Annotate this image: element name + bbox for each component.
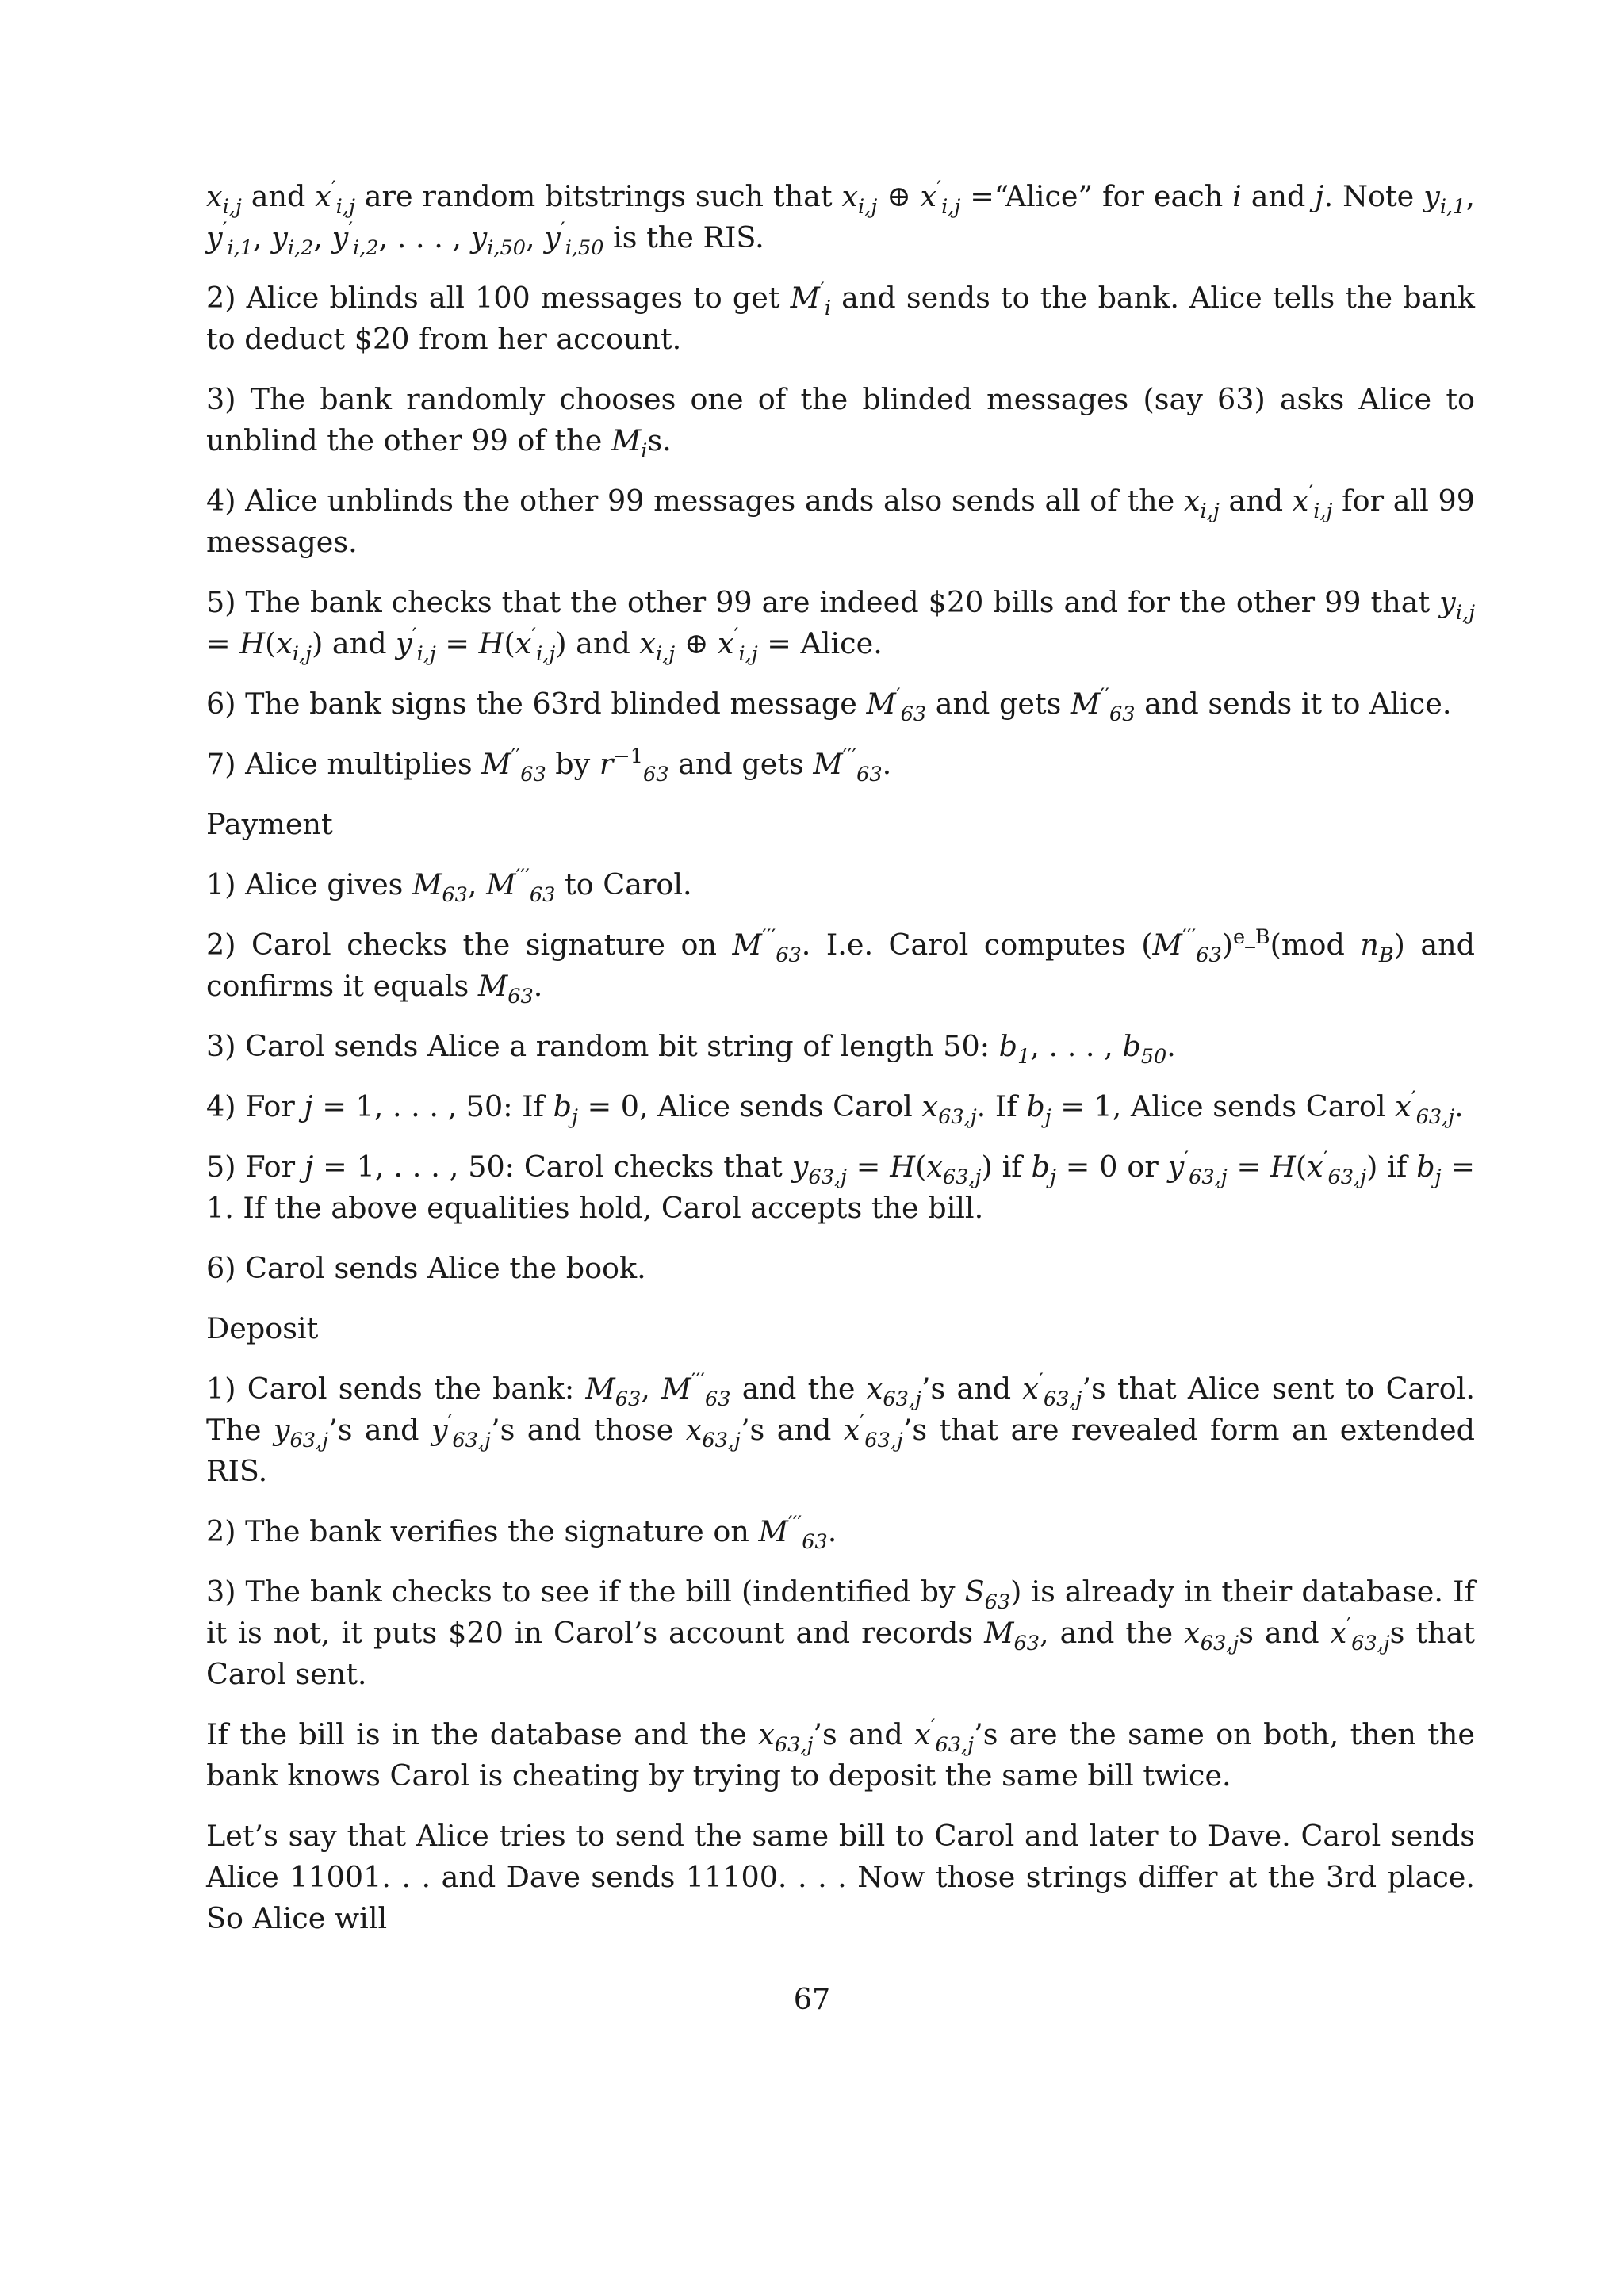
- paragraph: [206, 1571, 1475, 1695]
- text-run: ’s and those: [490, 1413, 686, 1447]
- text-run: ,: [526, 220, 545, 254]
- math-subscript: 63,j: [1200, 1631, 1239, 1655]
- text-run: ’s and: [921, 1372, 1023, 1406]
- text-run: . I.e. Carol computes (: [801, 928, 1153, 962]
- text-run: .: [882, 747, 892, 781]
- math-superscript: ′: [348, 217, 354, 242]
- text-run: =: [206, 626, 240, 660]
- text-run: 6) Carol sends Alice the book.: [206, 1251, 646, 1285]
- math-subscript: 63: [802, 1529, 828, 1554]
- math-subscript: j: [1050, 1165, 1056, 1189]
- math-superscript: ′′: [511, 744, 521, 768]
- math-subscript: j: [1434, 1165, 1442, 1189]
- math-symbol: y: [431, 1413, 448, 1447]
- math-subscript: 63,j: [452, 1428, 491, 1452]
- math-subscript: i,j: [536, 641, 556, 666]
- math-subscript: i,j: [416, 641, 436, 666]
- math-symbol: i: [1232, 179, 1242, 213]
- text-run: =: [846, 1150, 891, 1184]
- math-symbol: x: [866, 1372, 883, 1406]
- math-symbol: M: [412, 867, 442, 901]
- text-run: ’s and: [740, 1413, 844, 1447]
- paragraph: [206, 924, 1475, 1007]
- math-symbol: M: [481, 747, 511, 781]
- math-subscript: 63: [442, 882, 468, 907]
- math-symbol: x: [1395, 1089, 1411, 1123]
- math-symbol: y: [331, 220, 349, 254]
- text-run: = 0 or: [1055, 1150, 1168, 1184]
- math-subscript: i,j: [858, 194, 878, 219]
- text-run: 1) Carol sends the bank:: [206, 1372, 586, 1406]
- math-symbol: x: [718, 626, 734, 660]
- math-superscript: ′′′: [691, 1368, 705, 1393]
- section-heading: Deposit: [206, 1311, 319, 1345]
- math-superscript: ′: [860, 1410, 865, 1434]
- paragraph: [206, 1714, 1475, 1797]
- math-symbol: y: [791, 1150, 809, 1184]
- math-symbol: H: [478, 626, 504, 660]
- text-run: (: [265, 626, 277, 660]
- math-subscript: 63: [1013, 1631, 1040, 1655]
- math-subscript: 63: [984, 1590, 1011, 1614]
- math-subscript: j: [572, 1104, 578, 1129]
- math-subscript: 63,j: [1189, 1165, 1228, 1189]
- math-superscript: ′: [1039, 1368, 1044, 1393]
- math-subscript: i,1: [1439, 194, 1466, 219]
- text-run: .: [533, 969, 543, 1003]
- math-superscript: ′′′: [515, 864, 530, 889]
- math-subscript: i,j: [335, 194, 355, 219]
- text-run: 4) For: [206, 1089, 304, 1123]
- text-run: (: [915, 1150, 927, 1184]
- math-subscript: 63: [900, 702, 927, 726]
- math-symbol: x: [926, 1150, 943, 1184]
- math-subscript: 63: [1109, 702, 1136, 726]
- math-superscript: ′: [412, 623, 417, 648]
- math-symbol: b: [998, 1029, 1018, 1063]
- text-run: Let’s say that Alice tries to send the same bill to Carol and later to Dave. Carol sends Alice 11001. . . and Dave sends 11100. . . . Now those strings differ at the 3rd place. So Alice will: [206, 1819, 1475, 1935]
- text-run: and gets: [926, 687, 1071, 721]
- text-run: = 1, . . . , 50: If: [312, 1089, 553, 1123]
- text-run: ,: [467, 867, 487, 901]
- text-run: =“Alice” for each: [960, 179, 1233, 213]
- paragraph: [206, 277, 1475, 360]
- math-symbol: x: [639, 626, 657, 660]
- math-subscript: 63: [1196, 943, 1222, 967]
- text-run: ,: [313, 220, 332, 254]
- text-run: ’s and: [328, 1413, 431, 1447]
- text-run: , . . . ,: [378, 220, 471, 254]
- paragraph: [206, 1146, 1475, 1229]
- text-run: .: [1454, 1089, 1464, 1123]
- math-symbol: j: [304, 1150, 314, 1184]
- paragraph: [206, 864, 1475, 905]
- page-number: 67: [793, 1982, 831, 2016]
- math-subscript: i: [641, 438, 648, 463]
- text-run: ’s and: [813, 1717, 915, 1751]
- math-symbol: M: [790, 281, 821, 315]
- math-subscript: i,50: [565, 235, 604, 260]
- math-subscript: 63,j: [883, 1387, 921, 1411]
- math-subscript: 63: [508, 984, 534, 1008]
- text-run: and: [241, 179, 316, 213]
- math-symbol: M: [661, 1372, 691, 1406]
- math-superscript: ′′′: [1182, 924, 1197, 949]
- text-run: . If: [976, 1089, 1027, 1123]
- paragraph: [206, 1816, 1475, 1939]
- text-run: ) and: [312, 626, 396, 660]
- text-run: for all 99 messages.: [206, 484, 1475, 559]
- math-symbol: M: [758, 1514, 788, 1548]
- math-subscript: i,2: [353, 235, 379, 260]
- paragraph: [206, 1248, 1475, 1289]
- text-run: , . . . ,: [1030, 1029, 1123, 1063]
- text-run: 2) The bank verifies the signature on: [206, 1514, 759, 1548]
- text-run: = 0, Alice sends Carol: [577, 1089, 922, 1123]
- math-subscript: B: [1378, 943, 1394, 967]
- math-superscript: ′: [1323, 1146, 1328, 1171]
- math-symbol: y: [396, 626, 412, 660]
- math-symbol: x: [1307, 1150, 1323, 1184]
- math-superscript: ′′′: [761, 924, 776, 949]
- text-run: ) if: [981, 1150, 1032, 1184]
- text-run: ⊕: [877, 179, 921, 213]
- text-run: and gets: [668, 747, 814, 781]
- math-symbol: n: [1360, 928, 1379, 962]
- text-run: ) and confirms it equals: [206, 928, 1475, 1003]
- math-subscript: 63,j: [938, 1104, 977, 1129]
- paragraph: [206, 744, 1475, 785]
- text-run: ) and: [555, 626, 640, 660]
- math-symbol: b: [1026, 1089, 1045, 1123]
- math-symbol: j: [1315, 179, 1324, 213]
- math-symbol: x: [315, 179, 331, 213]
- paragraph: [206, 1026, 1475, 1067]
- paragraph: [206, 582, 1475, 664]
- math-symbol: x: [841, 179, 859, 213]
- math-symbol: x: [1184, 1616, 1201, 1650]
- text-run: 6) The bank signs the 63rd blinded message: [206, 687, 867, 721]
- text-run: to Carol.: [555, 867, 692, 901]
- text-run: and sends to the bank. Alice tells the bank to deduct $20 from her account.: [206, 281, 1475, 356]
- text-run: 1) Alice gives: [206, 867, 413, 901]
- text-run: =: [1227, 1150, 1271, 1184]
- math-superscript: ′: [895, 683, 901, 708]
- math-symbol: b: [1031, 1150, 1051, 1184]
- text-run: ): [1221, 928, 1233, 962]
- math-subscript: 63,j: [1415, 1104, 1455, 1129]
- text-run: = 1, Alice sends Carol: [1051, 1089, 1396, 1123]
- text-run: s that Carol sent.: [206, 1616, 1476, 1691]
- math-symbol: M: [866, 687, 896, 721]
- math-subscript: i,2: [287, 235, 314, 260]
- text-run: and: [1219, 484, 1293, 518]
- math-superscript: ′: [531, 623, 537, 648]
- text-run: = Alice.: [757, 626, 883, 660]
- math-symbol: H: [890, 1150, 916, 1184]
- math-superscript: e_B: [1233, 924, 1270, 949]
- paragraph: [206, 379, 1475, 461]
- text-run: , and the: [1040, 1616, 1185, 1650]
- math-symbol: x: [920, 179, 937, 213]
- text-run: 2) Carol checks the signature on: [206, 928, 733, 962]
- math-symbol: H: [239, 626, 266, 660]
- math-subscript: i,j: [941, 194, 961, 219]
- math-subscript: 63,j: [935, 1732, 975, 1757]
- math-subscript: 63: [776, 943, 802, 967]
- math-superscript: ′: [447, 1410, 453, 1434]
- text-run: ’s that Alice sent to Carol. The: [206, 1372, 1475, 1447]
- math-subscript: 63: [520, 762, 546, 786]
- math-symbol: y: [544, 220, 561, 254]
- text-run: 3) Carol sends Alice a random bit string of length 50:: [206, 1029, 999, 1063]
- text-run: 3) The bank checks to see if the bill (indentified by: [206, 1575, 965, 1609]
- math-symbol: y: [1423, 179, 1440, 213]
- math-subscript: 63: [529, 882, 556, 907]
- text-run: If the bill is in the database and the: [206, 1717, 759, 1751]
- math-symbol: x: [1330, 1616, 1347, 1650]
- math-superscript: ′: [222, 217, 228, 242]
- math-symbol: M: [1071, 687, 1101, 721]
- math-symbol: y: [1439, 585, 1456, 619]
- math-symbol: M: [477, 969, 508, 1003]
- math-symbol: j: [304, 1089, 313, 1123]
- math-subscript: i,j: [1200, 499, 1220, 523]
- text-run: 2) Alice blinds all 100 messages to get: [206, 281, 791, 315]
- math-subscript: 63,j: [289, 1428, 329, 1452]
- math-subscript: 63,j: [1327, 1165, 1367, 1189]
- math-symbol: M: [611, 423, 642, 457]
- math-superscript: ′: [733, 623, 739, 648]
- math-subscript: 50: [1140, 1044, 1167, 1069]
- math-symbol: x: [843, 1413, 860, 1447]
- text-run: ’s that are revealed form an extended RIS.: [206, 1413, 1476, 1488]
- paragraph: [206, 1086, 1475, 1127]
- math-symbol: x: [758, 1717, 775, 1751]
- math-subscript: 63: [704, 1387, 731, 1411]
- math-symbol: x: [914, 1717, 931, 1751]
- math-subscript: 63,j: [1351, 1631, 1390, 1655]
- math-subscript: i,j: [738, 641, 758, 666]
- text-run: .: [1166, 1029, 1176, 1063]
- text-run: and the: [730, 1372, 867, 1406]
- math-symbol: x: [515, 626, 532, 660]
- math-subscript: 63: [856, 762, 883, 786]
- text-run: 5) The bank checks that the other 99 are indeed $20 bills and for the other 99 that: [206, 585, 1440, 619]
- math-superscript: ′: [820, 277, 825, 302]
- text-run: ) if: [1366, 1150, 1417, 1184]
- text-run: ’s are the same on both, then the bank knows Carol is cheating by trying to deposit the same bill twice.: [206, 1717, 1475, 1793]
- math-symbol: y: [273, 1413, 290, 1447]
- math-subscript: 1: [1017, 1044, 1031, 1069]
- math-symbol: x: [1183, 484, 1201, 518]
- math-symbol: M: [984, 1616, 1014, 1650]
- math-subscript: i,j: [292, 641, 312, 666]
- math-symbol: x: [685, 1413, 703, 1447]
- math-symbol: y: [470, 220, 488, 254]
- math-symbol: M: [585, 1372, 615, 1406]
- math-subscript: i,j: [656, 641, 676, 666]
- text-run: and sends it to Alice.: [1135, 687, 1452, 721]
- text-run: 7) Alice multiplies: [206, 747, 482, 781]
- math-symbol: b: [553, 1089, 573, 1123]
- paragraph: [206, 480, 1475, 563]
- text-run: (mod: [1270, 928, 1361, 962]
- math-symbol: M: [1152, 928, 1182, 962]
- math-superscript: ′: [1184, 1146, 1189, 1171]
- text-run: are random bitstrings such that: [354, 179, 842, 213]
- math-subscript: i,50: [487, 235, 527, 260]
- text-run: s and: [1239, 1616, 1331, 1650]
- math-symbol: x: [1292, 484, 1309, 518]
- text-run: (: [1295, 1150, 1308, 1184]
- math-symbol: y: [206, 220, 223, 254]
- math-symbol: b: [1122, 1029, 1141, 1063]
- text-run: and: [1241, 179, 1316, 213]
- section-heading: Payment: [206, 807, 333, 841]
- text-run: ,: [641, 1372, 662, 1406]
- page-body: [206, 176, 1475, 1958]
- text-run: = 1. If the above equalities hold, Carol accepts the bill.: [206, 1150, 1476, 1225]
- text-run: is the RIS.: [603, 220, 764, 254]
- paragraph: [206, 176, 1475, 258]
- math-symbol: x: [1022, 1372, 1040, 1406]
- math-superscript: ′: [1411, 1086, 1416, 1111]
- math-symbol: M: [732, 928, 762, 962]
- text-run: 3) The bank randomly chooses one of the blinded messages (say 63) asks Alice to unblind the other 99 of the: [206, 382, 1475, 457]
- math-superscript: −1: [613, 744, 644, 768]
- math-superscript: ′: [1308, 480, 1314, 505]
- text-run: ) is already in their database. If it is not, it puts $20 in Carol’s account and records: [206, 1575, 1475, 1650]
- math-symbol: M: [813, 747, 843, 781]
- text-run: s.: [647, 423, 672, 457]
- text-run: (: [504, 626, 515, 660]
- paragraph: [206, 1368, 1475, 1492]
- math-subscript: 63,j: [942, 1165, 982, 1189]
- math-superscript: ′′: [1100, 683, 1109, 708]
- math-superscript: ′: [936, 176, 942, 201]
- text-run: ,: [252, 220, 272, 254]
- text-run: =: [435, 626, 479, 660]
- math-subscript: i: [824, 296, 831, 320]
- math-symbol: M: [486, 867, 516, 901]
- math-symbol: y: [271, 220, 288, 254]
- text-run: . Note: [1323, 179, 1424, 213]
- math-subscript: 63,j: [774, 1732, 814, 1757]
- math-symbol: b: [1416, 1150, 1435, 1184]
- paragraph: [206, 1511, 1475, 1552]
- math-subscript: i,j: [1455, 600, 1475, 625]
- math-subscript: 63,j: [1043, 1387, 1082, 1411]
- math-subscript: i,1: [227, 235, 253, 260]
- math-subscript: 63,j: [808, 1165, 847, 1189]
- math-subscript: i,j: [222, 194, 242, 219]
- math-symbol: y: [1167, 1150, 1185, 1184]
- math-superscript: ′: [560, 217, 565, 242]
- math-subscript: 63,j: [702, 1428, 741, 1452]
- math-subscript: i,j: [1313, 499, 1333, 523]
- math-subscript: 63: [615, 1387, 642, 1411]
- text-run: 4) Alice unblinds the other 99 messages ands also sends all of the: [206, 484, 1184, 518]
- math-superscript: ′: [1346, 1613, 1352, 1637]
- math-superscript: ′: [331, 176, 336, 201]
- text-run: .: [827, 1514, 837, 1548]
- math-subscript: 63,j: [864, 1428, 903, 1452]
- math-symbol: x: [276, 626, 293, 660]
- math-symbol: x: [206, 179, 223, 213]
- math-symbol: x: [921, 1089, 939, 1123]
- text-run: 5) For: [206, 1150, 304, 1184]
- math-subscript: j: [1044, 1104, 1051, 1129]
- math-symbol: r: [599, 747, 614, 781]
- text-run: ,: [1465, 179, 1475, 213]
- paragraph: [206, 683, 1475, 725]
- math-symbol: H: [1270, 1150, 1296, 1184]
- math-symbol: S: [964, 1575, 985, 1609]
- text-run: ⊕: [675, 626, 718, 660]
- text-run: = 1, . . . , 50: Carol checks that: [313, 1150, 792, 1184]
- math-subscript: 63: [643, 762, 669, 786]
- math-superscript: ′′′: [787, 1511, 802, 1536]
- math-superscript: ′′′: [842, 744, 857, 768]
- text-run: by: [546, 747, 599, 781]
- math-superscript: ′: [930, 1714, 936, 1739]
